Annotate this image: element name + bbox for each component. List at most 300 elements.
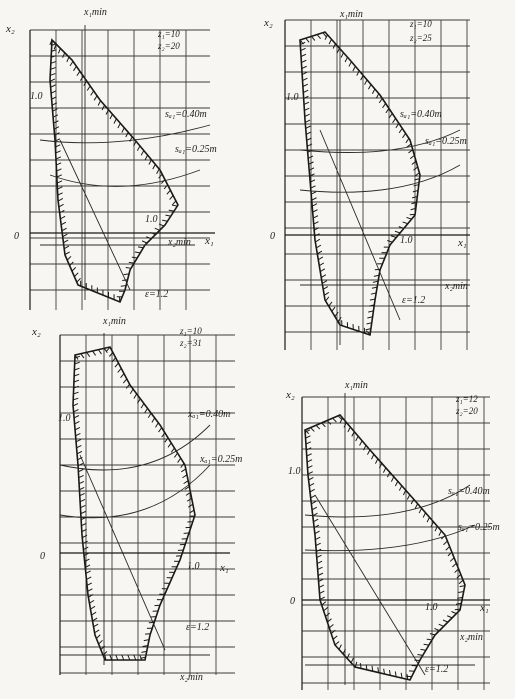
hatch-tick (145, 155, 148, 160)
label-x2min: x₂min (168, 237, 191, 248)
hatch-tick (99, 640, 103, 644)
hatch-tick (365, 80, 367, 85)
label-s040: sₐ₁=0.40m (165, 109, 207, 120)
hatch-tick (86, 577, 91, 579)
hatch-tick (320, 597, 325, 599)
hatch-tick (306, 132, 311, 134)
hatch-tick (303, 78, 308, 80)
hatch-tick (153, 164, 156, 169)
hatch-tick (406, 217, 411, 219)
label-one-x: 1.0 (187, 561, 200, 572)
hatch-tick (403, 222, 408, 224)
hatch-tick (182, 475, 187, 478)
hatch-tick (77, 445, 82, 447)
hatch-tick (322, 423, 326, 427)
hatch-tick (114, 119, 116, 124)
curve-eps (320, 130, 400, 320)
hatch-tick (410, 155, 414, 158)
hatch-tick (415, 504, 417, 509)
curve-s025 (300, 165, 460, 192)
label-s025: sₐ₁=0.25m (175, 144, 217, 155)
hatch-tick (129, 262, 134, 263)
hatch-tick (307, 460, 312, 462)
hatch-tick (167, 190, 171, 194)
hatch-tick (311, 428, 315, 432)
hatch-tick (357, 71, 359, 76)
hatch-tick (76, 439, 81, 441)
hatch-tick (302, 66, 307, 68)
axis-label-x1: x₁ (220, 562, 229, 574)
label-s025: sₐ₁=0.25m (458, 522, 500, 533)
hatch-tick (172, 205, 177, 206)
hatch-tick (315, 537, 320, 539)
hatch-tick (53, 115, 58, 117)
hatch-tick (423, 513, 425, 518)
hatch-tick (94, 96, 97, 101)
label-eps: ε=1.2 (145, 289, 169, 300)
hatch-tick (303, 84, 308, 86)
label-x1min: x₁min (340, 9, 363, 20)
hatch-tick (312, 198, 317, 200)
feasible-region-boundary (300, 32, 420, 335)
label-z1: z₁=10 (180, 326, 202, 336)
hatch-tick (126, 384, 129, 388)
hatch-tick (157, 169, 160, 174)
label-one-y: 1.0 (288, 466, 301, 477)
hatch-tick (141, 151, 144, 156)
hatch-tick (158, 428, 161, 432)
panel-top-left-drawing (0, 0, 260, 330)
curve-s025 (50, 170, 200, 186)
hatch-tick (164, 185, 168, 189)
hatch-tick (345, 57, 347, 62)
hatch-tick (138, 247, 143, 248)
label-z2: z₂=25 (410, 33, 432, 43)
hatch-tick (162, 220, 167, 221)
hatch-tick (169, 210, 174, 211)
label-zero: 0 (40, 551, 45, 562)
hatch-tick (333, 636, 337, 639)
hatch-tick (95, 630, 100, 633)
hatch-tick (155, 228, 160, 230)
hatch-tick (306, 38, 309, 42)
hatch-tick (318, 573, 323, 575)
hatch-tick (304, 102, 309, 104)
label-eps: ε=1.2 (186, 622, 210, 633)
label-one-x: 1.0 (425, 602, 438, 613)
hatch-tick (85, 559, 90, 561)
label-x1min: x₁min (103, 316, 126, 327)
hatch-tick (391, 236, 396, 238)
hatch-tick (383, 468, 385, 473)
hatch-tick (170, 196, 174, 200)
label-one-y: 1.0 (30, 91, 43, 102)
hatch-tick (155, 423, 158, 428)
panel-bottom-left-drawing (0, 315, 260, 699)
hatch-tick (308, 472, 313, 474)
hatch-tick (457, 574, 461, 578)
hatch-tick (351, 658, 353, 663)
hatch-tick (395, 481, 397, 486)
hatch-tick (417, 655, 422, 656)
hatch-tick (307, 454, 312, 456)
axis-label-x2: x₂ (32, 326, 41, 338)
hatch-tick (87, 86, 90, 91)
hatch-tick (319, 591, 324, 593)
hatch-tick (318, 257, 323, 260)
hatch-tick (314, 222, 319, 224)
label-x1min: x₁min (345, 380, 368, 391)
hatch-tick (137, 146, 140, 151)
hatch-tick (130, 137, 132, 142)
hatch-tick (75, 427, 80, 429)
label-zero: 0 (290, 596, 295, 607)
hatch-tick (321, 275, 326, 278)
hatch-tick (145, 408, 148, 413)
hatch-tick (94, 624, 99, 627)
hatch-tick (367, 450, 369, 455)
hatch-tick (320, 269, 325, 272)
hatch-tick (427, 639, 432, 640)
axis-label-x1: x₁ (480, 602, 489, 614)
label-z2: z₂=20 (456, 406, 478, 416)
hatch-tick (356, 436, 358, 441)
hatch-tick (172, 201, 176, 205)
hatch-tick (118, 368, 121, 372)
hatch-tick (310, 489, 315, 492)
hatch-tick (92, 612, 97, 615)
hatch-tick (305, 120, 310, 122)
hatch-tick (313, 210, 318, 212)
hatch-tick (72, 267, 76, 271)
hatch-tick (187, 498, 192, 501)
feasible-region-boundary (50, 40, 178, 302)
hatch-tick (419, 508, 421, 513)
hatch-tick (322, 281, 327, 284)
hatch-tick (306, 436, 311, 438)
hatch-tick (130, 389, 133, 394)
hatch-tick (421, 649, 426, 650)
hatch-tick (452, 563, 456, 567)
panel-bottom-left (0, 315, 260, 699)
hatch-tick (313, 519, 318, 522)
hatch-tick (141, 404, 144, 409)
hatch-tick (315, 239, 320, 242)
hatch-tick (110, 114, 112, 119)
label-one-y: 1.0 (286, 92, 299, 103)
hatch-tick (391, 477, 393, 482)
hatch-tick (348, 427, 350, 432)
hatch-tick (67, 256, 71, 260)
hatch-tick (67, 57, 69, 62)
hatch-tick (132, 257, 137, 258)
panel-top-right (260, 0, 515, 360)
hatch-tick (93, 618, 98, 621)
label-one-x: 1.0 (145, 214, 158, 225)
hatch-tick (122, 128, 124, 133)
hatch-tick (313, 216, 318, 218)
hatch-tick (379, 98, 382, 102)
hatch-tick (332, 307, 335, 311)
hatch-tick (306, 126, 311, 128)
label-eps: ε=1.2 (425, 664, 449, 675)
hatch-tick (93, 351, 96, 355)
hatch-tick (188, 504, 193, 507)
hatch-tick (386, 108, 389, 112)
hatch-tick (349, 62, 351, 67)
hatch-tick (89, 600, 94, 603)
hatch-tick (383, 103, 386, 107)
hatch-tick (326, 297, 329, 301)
hatch-tick (446, 547, 450, 551)
hatch-tick (302, 72, 307, 74)
hatch-tick (317, 251, 322, 254)
hatch-tick (312, 204, 317, 206)
label-s040: sₐ₁=0.40m (448, 486, 490, 497)
hatch-tick (323, 287, 328, 290)
hatch-tick (333, 418, 337, 422)
hatch-tick (75, 421, 80, 423)
axis-label-x1: x₁ (205, 235, 214, 247)
hatch-tick (399, 128, 402, 132)
hatch-tick (329, 39, 331, 44)
label-s040: xₐ₁=0.40m (188, 409, 231, 420)
hatch-tick (168, 443, 171, 447)
hatch-tick (96, 635, 100, 639)
label-z2: z₂=31 (180, 338, 202, 348)
hatch-tick (451, 611, 456, 613)
hatch-tick (148, 413, 151, 418)
hatch-tick (403, 133, 406, 137)
hatch-tick (59, 204, 64, 207)
hatch-tick (444, 541, 448, 545)
hatch-tick (329, 624, 333, 627)
hatch-tick (395, 231, 400, 233)
hatch-tick (142, 241, 147, 243)
hatch-tick (415, 173, 419, 176)
hatch-tick (58, 48, 60, 53)
label-z1: z₁=12 (456, 394, 478, 404)
hatch-tick (399, 486, 401, 491)
hatch-tick (372, 89, 374, 94)
axis-label-x2: x₂ (6, 23, 15, 35)
hatch-tick (77, 451, 82, 453)
label-eps: ε=1.2 (402, 295, 426, 306)
feasible-region-boundary (305, 415, 465, 680)
hatch-tick (58, 198, 63, 201)
hatch-tick (317, 555, 322, 557)
hatch-tick (304, 108, 309, 110)
hatch-tick (63, 240, 68, 243)
label-z1: z₁=10 (410, 19, 432, 29)
hatch-tick (77, 278, 81, 282)
panel-top-right-drawing (260, 0, 515, 360)
hatch-tick (91, 91, 94, 96)
hatch-tick (316, 425, 320, 429)
hatch-tick (73, 66, 76, 71)
hatch-tick (86, 571, 91, 573)
hatch-tick (63, 53, 65, 58)
hatch-tick (53, 109, 58, 111)
hatch-tick (447, 616, 452, 618)
hatch-tick (406, 138, 409, 142)
hatch-tick (126, 132, 128, 137)
hatch-tick (309, 168, 314, 170)
hatch-tick (407, 495, 409, 500)
hatch-tick (313, 513, 318, 516)
hatch-tick (319, 585, 324, 587)
hatch-tick (311, 36, 314, 40)
hatch-tick (439, 531, 441, 536)
label-zero: 0 (14, 231, 19, 242)
hatch-tick (301, 48, 306, 50)
boundary-hatching (300, 33, 420, 335)
hatch-tick (81, 354, 84, 358)
hatch-tick (74, 273, 78, 277)
hatch-tick (360, 441, 362, 446)
hatch-tick (371, 454, 373, 459)
hatch-tick (319, 263, 324, 266)
hatch-tick (171, 448, 174, 452)
hatch-tick (64, 246, 69, 249)
hatch-tick (134, 394, 137, 399)
hatch-tick (335, 312, 338, 316)
hatch-tick (51, 85, 56, 87)
hatch-tick (308, 466, 313, 468)
label-x2min: x₂min (445, 281, 468, 292)
hatch-tick (368, 84, 370, 89)
hatch-tick (353, 66, 355, 71)
hatch-tick (135, 252, 140, 253)
label-x2min: x₂min (460, 632, 483, 643)
label-zero: 0 (270, 231, 275, 242)
boundary-hatching (305, 416, 465, 680)
hatch-tick (312, 507, 317, 510)
panel-top-left (0, 0, 260, 330)
hatch-tick (403, 490, 405, 495)
hatch-tick (60, 216, 65, 219)
hatch-tick (315, 531, 320, 534)
hatch-tick (88, 589, 93, 591)
hatch-tick (90, 606, 95, 609)
hatch-tick (316, 245, 321, 248)
hatch-tick (335, 642, 339, 645)
hatch-tick (316, 543, 321, 545)
hatch-tick (62, 228, 67, 231)
hatch-tick (311, 192, 316, 194)
label-s025: sₐ₁=0.25m (425, 136, 467, 147)
hatch-tick (434, 628, 439, 630)
hatch-tick (329, 302, 332, 306)
label-one-x: 1.0 (400, 235, 413, 246)
hatch-tick (165, 438, 168, 442)
axis-label-x1: x₁ (458, 237, 467, 249)
hatch-tick (74, 410, 79, 412)
hatch-tick (306, 442, 311, 444)
hatch-tick (54, 127, 59, 129)
hatch-tick (77, 71, 80, 76)
hatch-tick (63, 234, 68, 237)
hatch-tick (355, 662, 357, 667)
hatch-tick (303, 90, 308, 92)
hatch-tick (305, 114, 310, 116)
axis-label-x2: x₂ (264, 17, 273, 29)
hatch-tick (375, 459, 377, 464)
hatch-tick (439, 624, 444, 626)
hatch-tick (311, 495, 316, 498)
panel-bottom-right (260, 375, 515, 699)
hatch-tick (430, 634, 435, 635)
hatch-tick (301, 60, 306, 62)
hatch-tick (317, 35, 320, 39)
hatch-tick (87, 583, 92, 585)
hatch-tick (76, 433, 81, 435)
hatch-tick (98, 101, 100, 106)
label-z1: z₁=10 (158, 29, 180, 39)
hatch-tick (324, 292, 329, 295)
hatch-tick (74, 416, 79, 418)
hatch-tick (311, 501, 316, 504)
hatch-tick (87, 352, 90, 356)
hatch-tick (318, 567, 323, 569)
hatch-tick (443, 620, 448, 622)
hatch-tick (126, 267, 131, 268)
hatch-tick (123, 379, 126, 383)
hatch-tick (411, 499, 413, 504)
hatch-tick (319, 579, 324, 581)
hatch-tick (450, 558, 454, 562)
hatch-tick (427, 517, 429, 522)
hatch-tick (178, 458, 181, 462)
hatch-tick (455, 609, 460, 610)
hatch-tick (181, 463, 184, 467)
hatch-tick (424, 644, 429, 645)
hatch-tick (98, 350, 101, 354)
panel-bottom-right-drawing (260, 375, 515, 699)
hatch-tick (317, 561, 322, 563)
hatch-tick (181, 469, 186, 472)
label-one-y: 1.0 (58, 413, 71, 424)
hatch-tick (324, 607, 328, 610)
hatch-tick (152, 418, 155, 423)
hatch-tick (309, 477, 314, 480)
hatch-tick (174, 453, 177, 457)
axis-label-x2: x₂ (286, 389, 295, 401)
hatch-tick (70, 61, 73, 66)
label-x2min: x₂min (180, 672, 203, 683)
hatch-tick (459, 580, 463, 584)
hatch-tick (309, 483, 314, 486)
hatch-tick (341, 53, 343, 58)
feasible-region-boundary (73, 347, 195, 660)
label-z2: z₂=20 (158, 41, 180, 51)
hatch-tick (347, 653, 349, 658)
label-s025: xₐ₁=0.25m (200, 454, 243, 465)
hatch-tick (115, 363, 118, 367)
hatch-tick (165, 215, 170, 216)
hatch-tick (339, 645, 341, 650)
hatch-tick (51, 91, 56, 93)
label-x1min: x₁min (84, 7, 107, 18)
hatch-tick (389, 113, 392, 117)
hatch-tick (301, 54, 306, 56)
hatch-tick (61, 222, 66, 225)
hatch-tick (65, 252, 70, 255)
hatch-tick (413, 167, 417, 170)
hatch-tick (149, 160, 152, 165)
hatch-tick (387, 240, 392, 242)
hatch-tick (118, 123, 120, 128)
